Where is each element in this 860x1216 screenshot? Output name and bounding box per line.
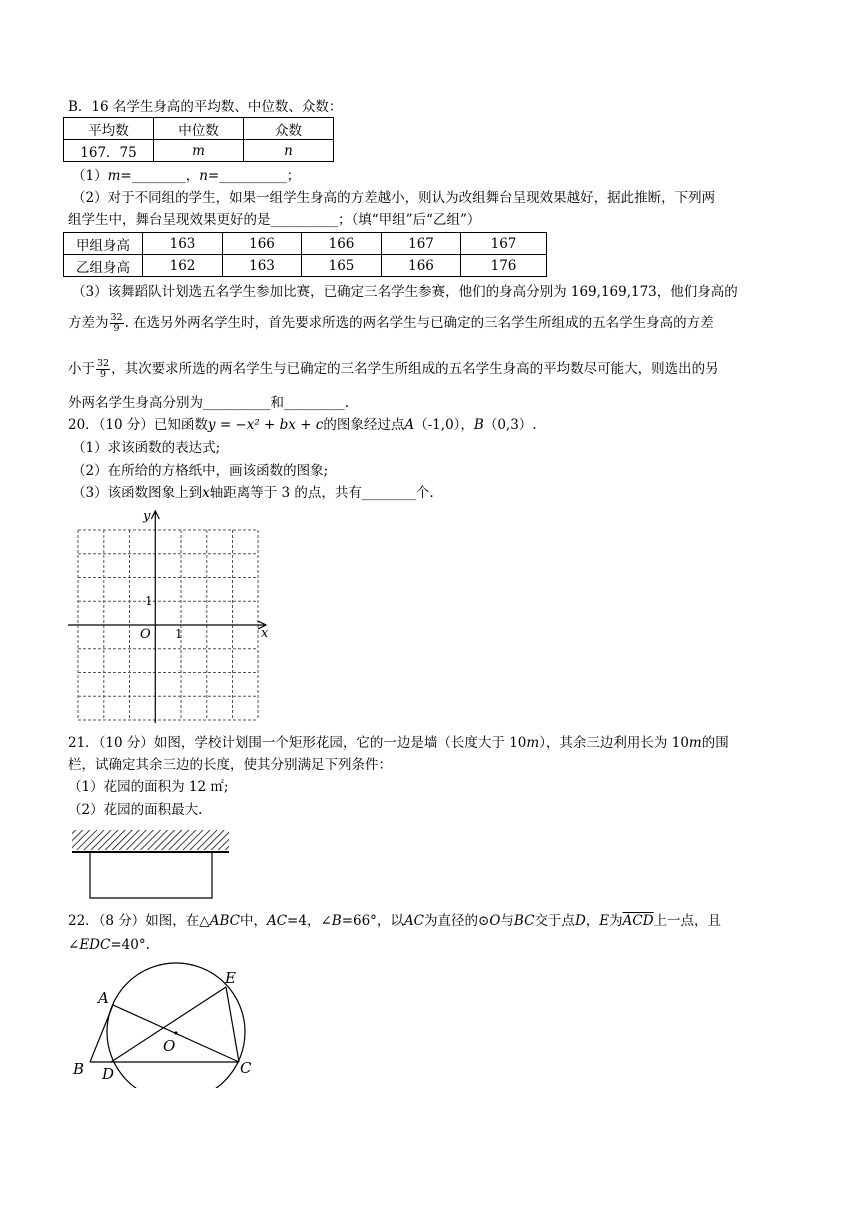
- text: （3）该函数图象上到: [72, 485, 203, 501]
- origin-label: O: [140, 627, 151, 642]
- var: B: [331, 913, 342, 929]
- q20-sub3: [72, 483, 434, 503]
- table-cell: 166: [382, 255, 461, 277]
- q19-sub1: [72, 166, 300, 186]
- height-table: [63, 232, 547, 277]
- answer-blank: __________: [203, 395, 271, 411]
- q19-sub3-line3: [68, 359, 719, 380]
- garden-rectangle: [90, 852, 212, 898]
- text: 中，: [239, 913, 267, 929]
- var: AC: [266, 913, 288, 929]
- text: 为: [609, 913, 623, 929]
- fraction-numerator: 32: [110, 312, 123, 323]
- q19-sub2-line2: [68, 210, 480, 230]
- text: 的围: [701, 735, 729, 751]
- unit: m: [688, 735, 702, 751]
- var-n: n=: [199, 168, 220, 184]
- var-x: x: [202, 485, 210, 501]
- table-header: 众数: [244, 118, 334, 140]
- stats-table: [63, 117, 334, 162]
- text: ，: [585, 913, 600, 929]
- q21-sub2: （2）花园的面积最大.: [68, 802, 203, 818]
- point-label: B: [473, 417, 484, 433]
- label-A: A: [98, 989, 109, 1007]
- answer-blank: ________: [131, 168, 186, 184]
- text: 组学生中，舞台呈现效果更好的是: [68, 212, 271, 228]
- answer-blank: __________: [219, 168, 287, 184]
- table-row: [64, 118, 334, 140]
- table-header: 中位数: [154, 118, 244, 140]
- coordinate-grid-figure: [60, 505, 282, 727]
- table-header: 平均数: [64, 118, 154, 140]
- table-cell: 167: [461, 233, 547, 255]
- segment-EC: [226, 987, 239, 1062]
- answer-blank: __________: [270, 212, 338, 228]
- q20-sub1: （1）求该函数的表达式;: [72, 440, 221, 456]
- text: .: [344, 395, 350, 411]
- label-E: E: [225, 969, 236, 987]
- sep: ，: [185, 168, 200, 184]
- y-axis-label: y: [143, 509, 151, 524]
- text: （0,3）.: [483, 417, 537, 433]
- answer-blank: ________: [361, 485, 416, 501]
- q21-line1: [68, 733, 729, 753]
- text: 交于点: [534, 913, 575, 929]
- x-axis-label: x: [261, 626, 269, 641]
- wall-hatch: [72, 830, 229, 850]
- table-cell: 176: [461, 255, 547, 277]
- var: O: [489, 913, 501, 929]
- fraction: [96, 359, 110, 380]
- q19-sub3-line1: （3）该舞蹈队计划选五名学生参加比赛，已确定三名学生参赛，他们的身高分别为 169,169,173，他们身高的: [72, 284, 738, 300]
- var: BC: [513, 913, 535, 929]
- text: 和: [270, 395, 284, 411]
- table-row: [64, 233, 547, 255]
- text: =40°.: [110, 937, 150, 953]
- q20-sub2: （2）在所给的方格纸中，画该函数的图象;: [72, 463, 329, 479]
- var: E: [599, 913, 610, 929]
- table-cell: 162: [143, 255, 223, 277]
- text: ∠: [68, 937, 80, 953]
- q22-line2: [68, 935, 150, 955]
- sep: ；: [286, 168, 301, 184]
- fraction: [110, 313, 124, 334]
- var: ABC: [209, 913, 240, 929]
- text: 22．（8 分）如图，在△: [68, 913, 210, 929]
- table-cell: 165: [302, 255, 382, 277]
- table-cell: 166: [302, 233, 382, 255]
- table-cell: 167．75: [64, 140, 154, 162]
- circle-geometry-figure: [68, 958, 268, 1088]
- q19-sub3-line2: [68, 313, 714, 334]
- x-unit-label: 1: [175, 627, 183, 641]
- table-cell: m: [154, 140, 244, 162]
- fraction-denominator: 9: [113, 323, 120, 334]
- fraction-denominator: 9: [100, 369, 107, 380]
- text: 小于: [68, 361, 95, 377]
- arc-notation: $\overline{ACD}$: [622, 913, 654, 929]
- text: 20．（10 分）已知函数: [68, 417, 208, 433]
- fraction-numerator: 32: [97, 358, 110, 369]
- var: D: [574, 913, 586, 929]
- row-label: 甲组身高: [64, 233, 143, 255]
- label-B: B: [73, 1060, 85, 1078]
- text: 轴距离等于 3 的点，共有: [209, 485, 362, 501]
- q19-partB-title: B．16 名学生身高的平均数、中位数、众数：: [68, 99, 343, 115]
- q22-line1: [68, 911, 721, 931]
- table-cell: 163: [143, 233, 223, 255]
- unit: m: [526, 735, 540, 751]
- q21-sub1: （1）花园的面积为 12 ㎡;: [68, 779, 229, 795]
- text: . 在选另外两名学生时，首先要求所选的两名学生与已确定的三名学生所组成的五名学生身高的方差: [124, 315, 714, 331]
- table-cell: 163: [223, 255, 302, 277]
- table-row: [64, 255, 547, 277]
- segment-AB: [90, 1005, 113, 1062]
- label-O: O: [163, 1037, 176, 1055]
- q19-sub2-line1: （2）对于不同组的学生，如果一组学生身高的方差越小，则认为改组舞台呈现效果越好，据此推断，下列两: [72, 190, 716, 206]
- var: EDC: [79, 937, 111, 953]
- text: 与: [500, 913, 514, 929]
- q19-sub3-line4: [68, 393, 349, 413]
- text: 为直径的⊙: [424, 913, 490, 929]
- text: 外两名学生身高分别为: [68, 395, 203, 411]
- text: 的图象经过点: [323, 417, 405, 433]
- point-label: A: [404, 417, 415, 433]
- text: （-1,0），: [414, 417, 474, 433]
- text: ），其余三边利用长为 10: [539, 735, 689, 751]
- text: 21．（10 分）如图，学校计划围一个矩形花园，它的一边是墙（长度大于 10: [68, 735, 527, 751]
- q20-header: [68, 415, 537, 435]
- garden-wall-figure: [70, 828, 232, 900]
- text: 方差为: [68, 315, 109, 331]
- label: （1）: [72, 168, 108, 184]
- text: =66°，以: [341, 913, 404, 929]
- text: ，其次要求所选的两名学生与已确定的三名学生所组成的五名学生身高的平均数尽可能大，则选出的另: [111, 361, 719, 377]
- table-cell: 166: [223, 233, 302, 255]
- text: 个.: [415, 485, 434, 501]
- table-cell: 167: [382, 233, 461, 255]
- answer-blank: _________: [284, 395, 345, 411]
- y-unit-label: 1: [145, 594, 153, 608]
- label-D: D: [102, 1065, 115, 1083]
- var-m: m=: [107, 168, 132, 184]
- text: 上一点，且: [653, 913, 722, 929]
- table-cell: n: [244, 140, 334, 162]
- formula: y = −x² + bx + c: [207, 417, 324, 433]
- var: AC: [403, 913, 425, 929]
- text: ；（填“甲组”后“乙组”）: [338, 212, 481, 228]
- label-C: C: [240, 1059, 252, 1077]
- center-dot: [174, 1031, 177, 1034]
- text: =4，∠: [287, 913, 332, 929]
- q21-line2: 栏，试确定其余三边的长度，使其分别满足下列条件：: [68, 757, 392, 773]
- table-row: [64, 140, 334, 162]
- row-label: 乙组身高: [64, 255, 143, 277]
